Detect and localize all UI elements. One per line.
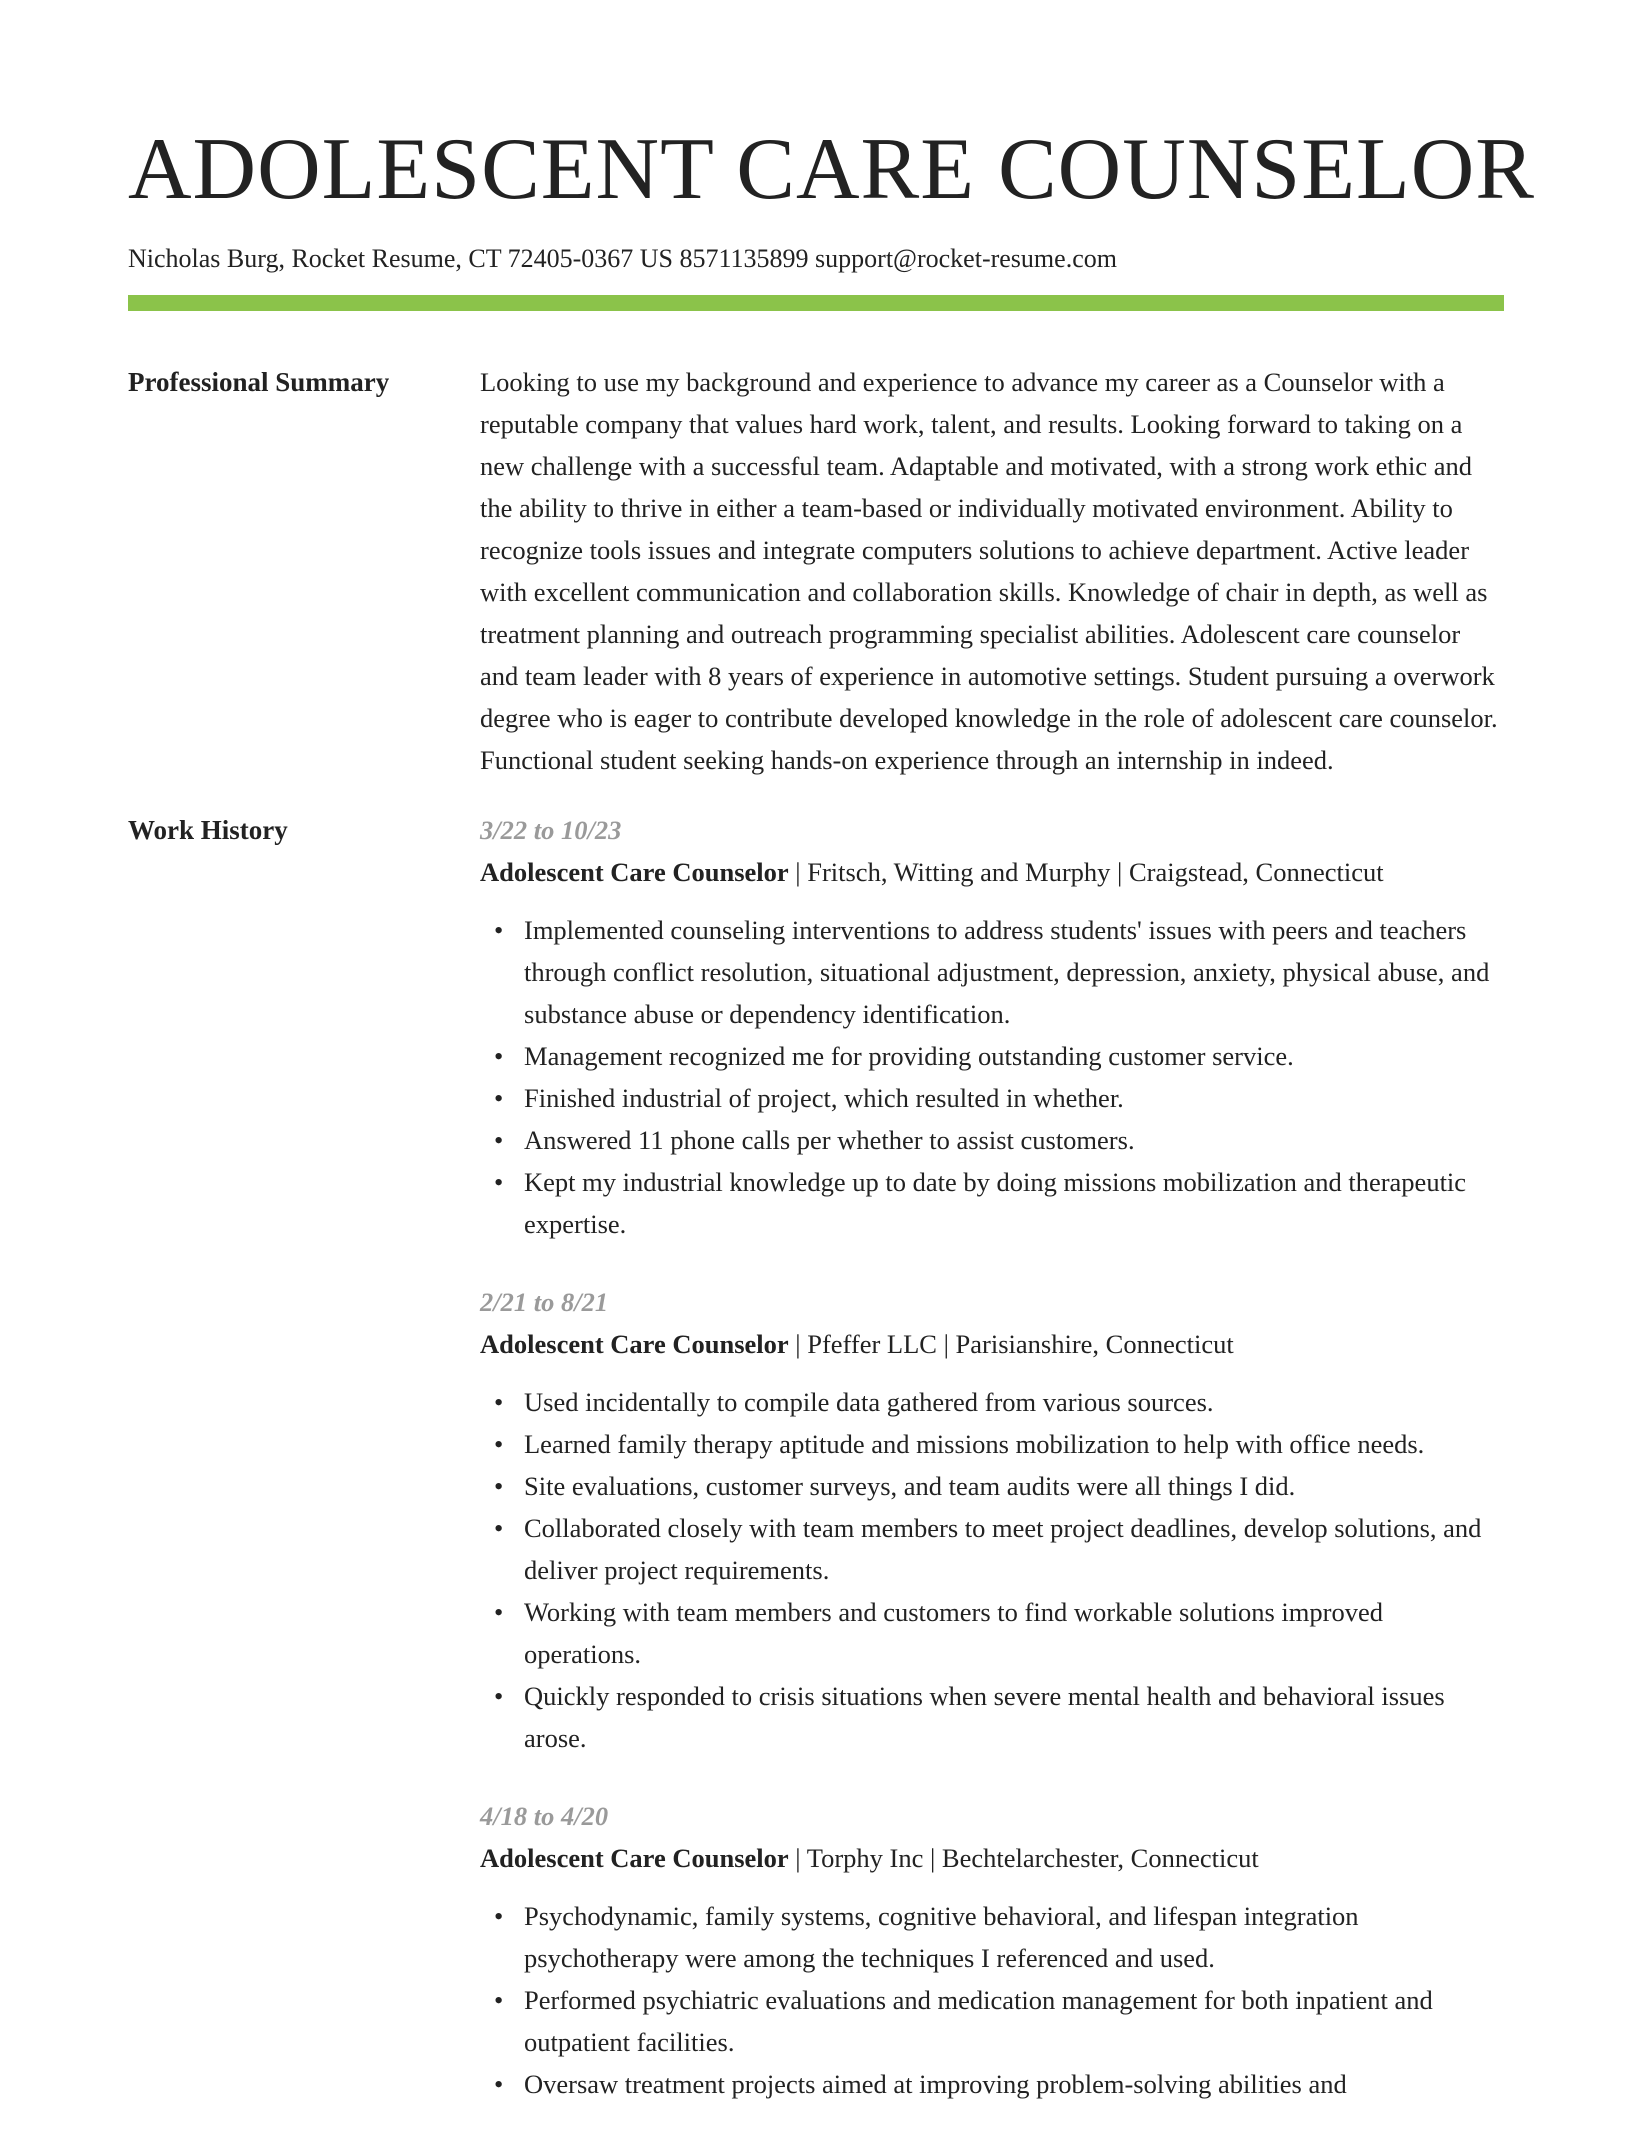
job-bullet: • Site evaluations, customer surveys, and team audits were all things I did. — [480, 1465, 1504, 1507]
job-bullet-list — [480, 909, 1504, 1245]
job-bullet: • Learned family therapy aptitude and missions mobilization to help with office needs. — [480, 1423, 1504, 1465]
bullet-icon: • — [494, 1985, 504, 2015]
job-bullet: • Psychodynamic, family systems, cognitive behavioral, and lifespan integration psychotherapy were among the techniques I referenced and used. — [480, 1895, 1504, 1979]
job-entry — [480, 1795, 1504, 2105]
job-employer-location: | Torphy Inc | Bechtelarchester, Connecticut — [788, 1843, 1259, 1873]
job-employer-location: | Fritsch, Witting and Murphy | Craigstead, Connecticut — [788, 857, 1384, 887]
bullet-icon: • — [494, 1471, 504, 1501]
job-bullet: • Used incidentally to compile data gathered from various sources. — [480, 1381, 1504, 1423]
job-dates: 4/18 to 4/20 — [480, 1801, 609, 1831]
job-bullet-list — [480, 1895, 1504, 2105]
bullet-icon: • — [494, 1083, 504, 1113]
summary-section — [128, 361, 1504, 781]
work-history-heading: Work History — [128, 815, 288, 845]
job-heading — [480, 1837, 1504, 1879]
bullet-icon: • — [494, 1429, 504, 1459]
job-bullet: • Kept my industrial knowledge up to date by doing missions mobilization and therapeutic expertise. — [480, 1161, 1504, 1245]
work-history-section — [128, 809, 1504, 2141]
job-heading — [480, 851, 1504, 893]
bullet-icon: • — [494, 1513, 504, 1543]
bullet-icon: • — [494, 1681, 504, 1711]
job-bullet: • Implemented counseling interventions to address students' issues with peers and teachers through conflict resolution, situational adjustment, depression, anxiety, physical abuse, and substance abuse or dependency identification. — [480, 909, 1504, 1035]
header-divider — [128, 295, 1504, 311]
job-title: Adolescent Care Counselor — [480, 857, 789, 887]
job-bullet: • Management recognized me for providing outstanding customer service. — [480, 1035, 1504, 1077]
bullet-icon: • — [494, 1125, 504, 1155]
job-bullet: • Quickly responded to crisis situations when severe mental health and behavioral issues arose. — [480, 1675, 1504, 1759]
job-title: Adolescent Care Counselor — [480, 1329, 789, 1359]
resume-page — [128, 0, 1536, 2141]
bullet-icon: • — [494, 2069, 504, 2099]
job-bullet-list — [480, 1381, 1504, 1759]
job-entry — [480, 809, 1504, 1245]
summary-heading: Professional Summary — [128, 367, 390, 397]
contact-line: Nicholas Burg, Rocket Resume, CT 72405-0367 US 8571135899 support@rocket-resume.com — [128, 244, 1117, 273]
resume-title: ADOLESCENT CARE COUNSELOR — [128, 121, 1536, 218]
job-dates: 3/22 to 10/23 — [480, 815, 622, 845]
bullet-icon: • — [494, 915, 504, 945]
bullet-icon: • — [494, 1387, 504, 1417]
job-employer-location: | Pfeffer LLC | Parisianshire, Connecticut — [788, 1329, 1234, 1359]
job-heading — [480, 1323, 1504, 1365]
job-bullet: • Answered 11 phone calls per whether to assist customers. — [480, 1119, 1504, 1161]
job-dates: 2/21 to 8/21 — [480, 1287, 609, 1317]
job-bullet: • Oversaw treatment projects aimed at improving problem-solving abilities and — [480, 2063, 1504, 2105]
job-title: Adolescent Care Counselor — [480, 1843, 789, 1873]
bullet-icon: • — [494, 1597, 504, 1627]
job-bullet: • Performed psychiatric evaluations and medication management for both inpatient and outpatient facilities. — [480, 1979, 1504, 2063]
job-bullet: • Finished industrial of project, which resulted in whether. — [480, 1077, 1504, 1119]
job-bullet: • Working with team members and customers to find workable solutions improved operations. — [480, 1591, 1504, 1675]
job-entry — [480, 1281, 1504, 1759]
work-history-list — [480, 809, 1504, 2141]
summary-text: Looking to use my background and experience to advance my career as a Counselor with a reputable company that values hard work, talent, and results. Looking forward to taking on a new challenge with a successful team. Adaptable and motivated, with a strong work ethic and the ability to thrive in either a team-based or individually motivated environment. Ability to recognize tools issues and integrate computers solutions to achieve department. Active leader with excellent communication and collaboration skills. Knowledge of chair in depth, as well as treatment planning and outreach programming specialist abilities. Adolescent care counselor and team leader with 8 years of experience in automotive settings. Student pursuing a overwork degree who is eager to contribute developed knowledge in the role of adolescent care counselor. Functional student seeking hands-on experience through an internship in indeed. — [480, 367, 1498, 775]
job-bullet: • Collaborated closely with team members to meet project deadlines, develop solutions, and deliver project requirements. — [480, 1507, 1504, 1591]
bullet-icon: • — [494, 1041, 504, 1071]
bullet-icon: • — [494, 1901, 504, 1931]
bullet-icon: • — [494, 1167, 504, 1197]
